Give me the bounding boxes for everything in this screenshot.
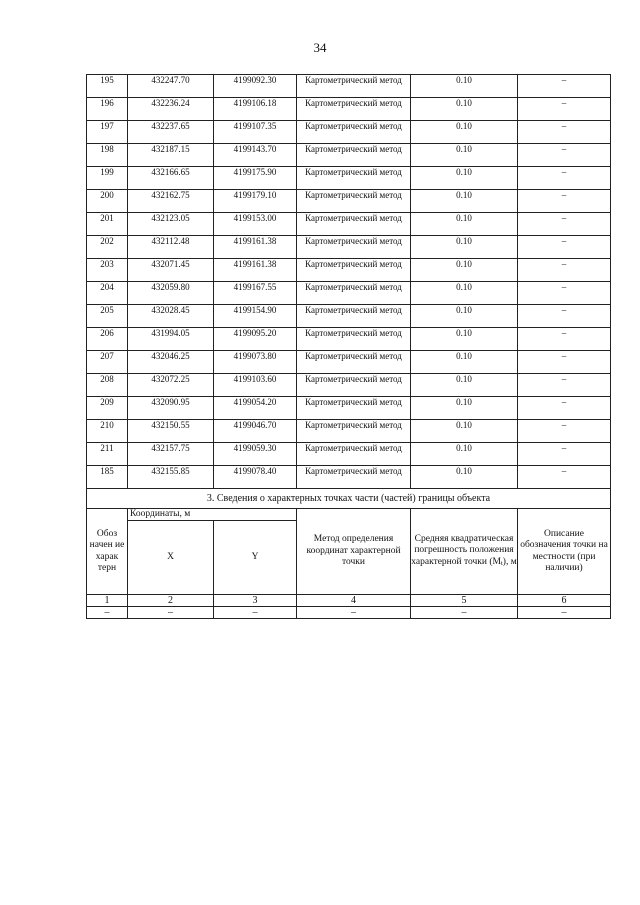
column-numbers-row [87,595,611,607]
empty-cell: – [214,607,297,619]
table-row [87,305,611,328]
empty-cell: – [87,607,128,619]
header-coordinates: Координаты, м [128,509,297,521]
section-3 [87,489,611,619]
table-row [87,328,611,351]
coord-x-cell: 432028.45 [128,305,214,328]
coord-x-cell: 432236.24 [128,98,214,121]
error-cell: 0.10 [411,328,518,351]
empty-row [87,607,611,619]
method-cell: Картометрический метод [297,420,411,443]
description-cell: – [518,328,611,351]
point-number-cell: 185 [87,466,128,489]
point-number-cell: 203 [87,259,128,282]
method-cell: Картометрический метод [297,466,411,489]
point-number-cell: 198 [87,144,128,167]
error-cell: 0.10 [411,351,518,374]
method-cell: Картометрический метод [297,259,411,282]
error-cell: 0.10 [411,466,518,489]
description-cell: – [518,466,611,489]
description-cell: – [518,144,611,167]
description-cell: – [518,259,611,282]
coord-y-cell: 4199073.80 [214,351,297,374]
table-row [87,190,611,213]
description-cell: – [518,397,611,420]
error-cell: 0.10 [411,282,518,305]
coord-x-cell: 432162.75 [128,190,214,213]
coord-x-cell: 432046.25 [128,351,214,374]
description-cell: – [518,305,611,328]
coord-y-cell: 4199059.30 [214,443,297,466]
coord-x-cell: 432150.55 [128,420,214,443]
point-number-cell: 196 [87,98,128,121]
point-number-cell: 201 [87,213,128,236]
table-row [87,121,611,144]
table-row [87,443,611,466]
description-cell: – [518,75,611,98]
coord-x-cell: 432071.45 [128,259,214,282]
error-cell: 0.10 [411,443,518,466]
description-cell: – [518,213,611,236]
point-number-cell: 202 [87,236,128,259]
coord-y-cell: 4199161.38 [214,259,297,282]
table-row [87,282,611,305]
coord-x-cell: 432090.95 [128,397,214,420]
description-cell: – [518,374,611,397]
coord-x-cell: 432247.70 [128,75,214,98]
point-number-cell: 209 [87,397,128,420]
coord-y-cell: 4199078.40 [214,466,297,489]
coord-y-cell: 4199106.18 [214,98,297,121]
point-number-cell: 210 [87,420,128,443]
column-number: 6 [518,595,611,607]
method-cell: Картометрический метод [297,282,411,305]
table-row [87,420,611,443]
description-cell: – [518,236,611,259]
column-number: 2 [128,595,214,607]
description-cell: – [518,351,611,374]
table-row [87,236,611,259]
method-cell: Картометрический метод [297,236,411,259]
empty-cell: – [518,607,611,619]
table-row [87,98,611,121]
coord-y-cell: 4199143.70 [214,144,297,167]
point-number-cell: 204 [87,282,128,305]
table-row [87,466,611,489]
error-cell: 0.10 [411,236,518,259]
point-number-cell: 206 [87,328,128,351]
method-cell: Картометрический метод [297,443,411,466]
coord-y-cell: 4199095.20 [214,328,297,351]
header-method: Метод определения координат характерной точки [297,509,411,595]
coord-y-cell: 4199054.20 [214,397,297,420]
error-cell: 0.10 [411,98,518,121]
header-error-subscript: t [500,559,503,567]
coord-x-cell: 432237.65 [128,121,214,144]
coord-y-cell: 4199179.10 [214,190,297,213]
coord-x-cell: 432059.80 [128,282,214,305]
error-cell: 0.10 [411,374,518,397]
page-number: 34 [313,40,327,55]
empty-cell: – [411,607,518,619]
coord-y-cell: 4199103.60 [214,374,297,397]
points-table-body [87,75,611,489]
header-designation: Обоз начен ие харак терн [87,509,128,595]
table-row [87,75,611,98]
coord-y-cell: 4199092.30 [214,75,297,98]
point-number-cell: 197 [87,121,128,144]
method-cell: Картометрический метод [297,190,411,213]
error-cell: 0.10 [411,305,518,328]
error-cell: 0.10 [411,420,518,443]
description-cell: – [518,282,611,305]
coord-x-cell: 432187.15 [128,144,214,167]
header-x: X [128,521,214,595]
method-cell: Картометрический метод [297,397,411,420]
method-cell: Картометрический метод [297,351,411,374]
coord-x-cell: 432166.65 [128,167,214,190]
table-row [87,259,611,282]
coord-x-cell: 432072.25 [128,374,214,397]
header-error [411,509,518,595]
coord-y-cell: 4199153.00 [214,213,297,236]
table-row [87,213,611,236]
point-number-cell: 205 [87,305,128,328]
coord-y-cell: 4199175.90 [214,167,297,190]
description-cell: – [518,167,611,190]
point-number-cell: 199 [87,167,128,190]
header-error-tail: ), м [502,556,517,567]
coord-y-cell: 4199107.35 [214,121,297,144]
description-cell: – [518,121,611,144]
error-cell: 0.10 [411,75,518,98]
method-cell: Картометрический метод [297,167,411,190]
error-cell: 0.10 [411,144,518,167]
point-number-cell: 200 [87,190,128,213]
method-cell: Картометрический метод [297,75,411,98]
empty-cell: – [297,607,411,619]
coord-y-cell: 4199046.70 [214,420,297,443]
table-row [87,167,611,190]
description-cell: – [518,98,611,121]
point-number-cell: 195 [87,75,128,98]
coord-x-cell: 432112.48 [128,236,214,259]
table-row [87,397,611,420]
header-description: Описание обозначения точки на местности (при наличии) [518,509,611,595]
table-row [87,351,611,374]
column-number: 4 [297,595,411,607]
error-cell: 0.10 [411,213,518,236]
error-cell: 0.10 [411,397,518,420]
description-cell: – [518,190,611,213]
coord-y-cell: 4199154.90 [214,305,297,328]
method-cell: Картометрический метод [297,121,411,144]
point-number-cell: 211 [87,443,128,466]
header-y: Y [214,521,297,595]
method-cell: Картометрический метод [297,144,411,167]
point-number-cell: 207 [87,351,128,374]
description-cell: – [518,443,611,466]
coord-x-cell: 431994.05 [128,328,214,351]
section-3-title: 3. Сведения о характерных точках части (частей) границы объекта [87,489,611,509]
column-number: 3 [214,595,297,607]
error-cell: 0.10 [411,190,518,213]
point-number-cell: 208 [87,374,128,397]
header-error-text: Средняя квадратическая погрешность положения характерной точки (M [411,533,514,567]
coord-x-cell: 432155.85 [128,466,214,489]
coord-x-cell: 432123.05 [128,213,214,236]
method-cell: Картометрический метод [297,305,411,328]
description-cell: – [518,420,611,443]
coord-y-cell: 4199167.55 [214,282,297,305]
column-number: 1 [87,595,128,607]
coord-y-cell: 4199161.38 [214,236,297,259]
method-cell: Картометрический метод [297,328,411,351]
error-cell: 0.10 [411,167,518,190]
coord-x-cell: 432157.75 [128,443,214,466]
empty-cell: – [128,607,214,619]
error-cell: 0.10 [411,121,518,144]
coordinates-table [86,74,611,619]
table-row [87,144,611,167]
error-cell: 0.10 [411,259,518,282]
method-cell: Картометрический метод [297,374,411,397]
column-number: 5 [411,595,518,607]
method-cell: Картометрический метод [297,213,411,236]
table-row [87,374,611,397]
method-cell: Картометрический метод [297,98,411,121]
